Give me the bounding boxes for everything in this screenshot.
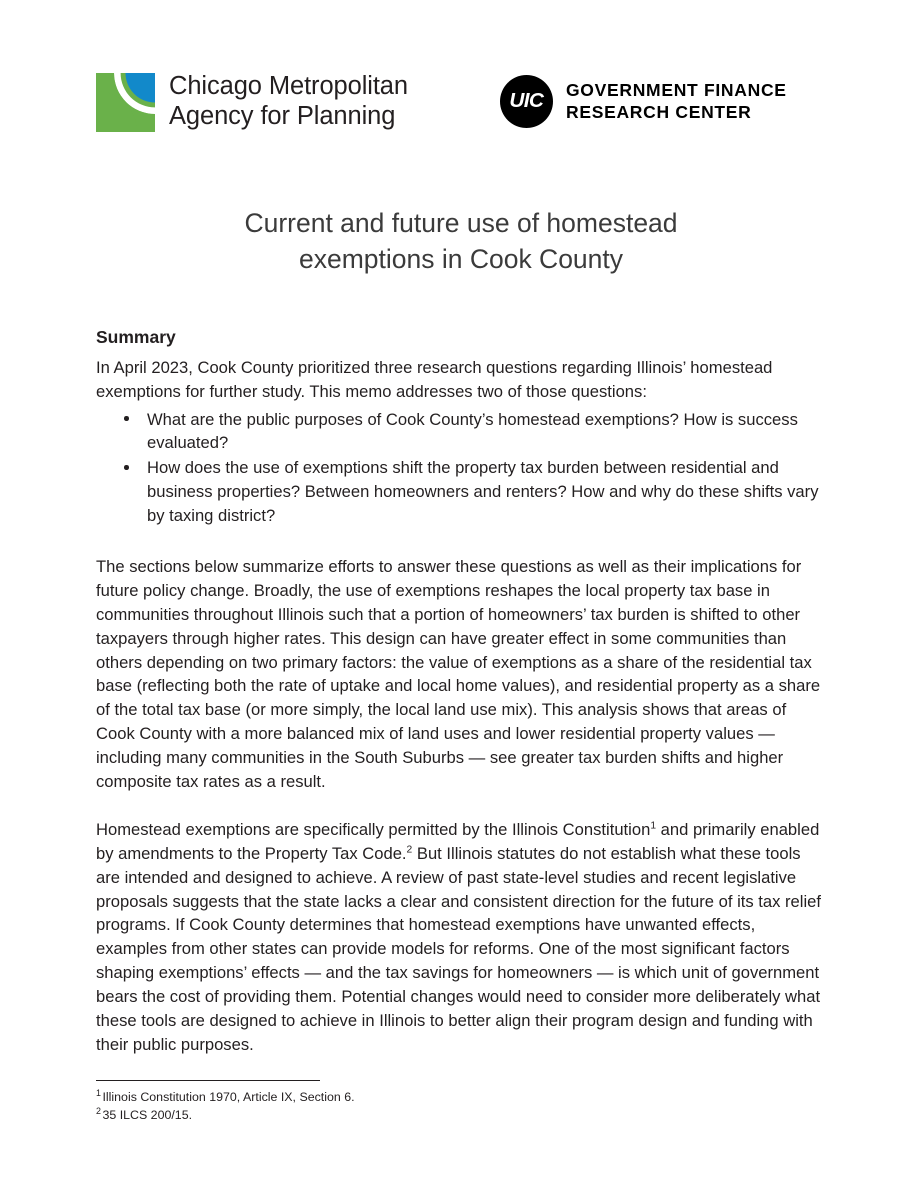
paragraph-3-segment-3: But Illinois statutes do not establish what these tools are intended and designed to achieve. A review of past state-level studies and recent legislative proposals suggests that the state lacks a clear and consistent direction for the future of its tax relief programs. If Cook County determines that homestead exemptions have unwanted effects, examples from other states can provide models for reforms. One of the most significant factors shaping exemptions’ effects — and the tax savings for homeowners — is which unit of government bears the cost of providing them. Potential changes would need to consider more deliberately what these tools are designed to achieve in Illinois to better align their program design and funding with their public purposes. bbox=[96, 843, 821, 1054]
header-logo-band bbox=[96, 66, 826, 138]
page-title-line1: Current and future use of homestead bbox=[244, 208, 678, 238]
summary-intro-paragraph: In April 2023, Cook County prioritized three research questions regarding Illinois’ homestead exemptions for further study. This memo addresses two of those questions: bbox=[96, 357, 773, 401]
section-heading-summary: Summary bbox=[96, 327, 176, 347]
gfrc-wordmark-line2: RESEARCH CENTER bbox=[566, 102, 752, 122]
gfrc-wordmark bbox=[566, 79, 787, 123]
gfrc-wordmark-line1: GOVERNMENT FINANCE bbox=[566, 79, 787, 100]
page-title bbox=[96, 205, 826, 278]
footnote-1-marker: 1 bbox=[96, 1087, 101, 1098]
research-questions-list bbox=[96, 408, 826, 528]
list-item-label: What are the public purposes of Cook County’s homestead exemptions? How is success evaluated? bbox=[147, 409, 798, 453]
footnote-2-marker: 2 bbox=[96, 1105, 101, 1116]
bullet-icon bbox=[124, 416, 129, 421]
footnote-2-text: 35 ILCS 200/15. bbox=[102, 1107, 193, 1122]
uic-circle-icon bbox=[500, 75, 553, 128]
cmap-logo-icon bbox=[96, 73, 155, 132]
cmap-wordmark-line2: Agency for Planning bbox=[169, 102, 396, 130]
cmap-wordmark bbox=[169, 72, 408, 131]
footnote-1-text: Illinois Constitution 1970, Article IX, Section 6. bbox=[102, 1090, 355, 1104]
footnotes-section bbox=[96, 1080, 826, 1125]
summary-paragraph-3 bbox=[96, 818, 826, 1057]
paragraph-3-segment-2: and primarily enabled by amendments to the Property Tax Code. bbox=[96, 819, 820, 863]
list-item-label: How does the use of exemptions shift the property tax burden between residential and business properties? Between homeowners and renters? How and why do these shifts vary by taxing district? bbox=[147, 458, 819, 526]
footnote-separator bbox=[96, 1080, 320, 1081]
footnote-ref-1[interactable]: 1 bbox=[650, 820, 657, 832]
footnote-ref-2[interactable]: 2 bbox=[406, 844, 413, 856]
cmap-wordmark-line1: Chicago Metropolitan bbox=[169, 72, 408, 101]
list-item bbox=[96, 408, 826, 456]
footnote-1 bbox=[96, 1089, 826, 1107]
paragraph-spacer bbox=[96, 529, 826, 555]
paragraph-3-segment-1: Homestead exemptions are specifically permitted by the Illinois Constitution bbox=[96, 819, 651, 839]
footnote-2 bbox=[96, 1107, 826, 1125]
cmap-logo bbox=[96, 66, 408, 138]
uic-mark-label: UIC bbox=[509, 90, 544, 112]
uic-gfrc-logo bbox=[500, 70, 787, 132]
document-body bbox=[96, 326, 826, 1057]
list-item bbox=[96, 456, 826, 528]
summary-paragraph-2: The sections below summarize efforts to answer these questions as well as their implications for future policy change. Broadly, the use of exemptions reshapes the local property tax base in communities throughout Illinois such that a portion of homeowners’ tax burden is shifted to other taxpayers through higher rates. This design can have greater effect in some communities than others depending on two primary factors: the value of exemptions as a share of the residential tax base (reflecting both the rate of uptake and local home values), and residential property as a share of the total tax base (or more simply, the local land use mix). This analysis shows that areas of Cook County with a more balanced mix of land uses and lower residential property values — including many communities in the South Suburbs — see greater tax burden shifts and higher composite tax rates as a result. bbox=[96, 556, 821, 791]
page-title-line2: exemptions in Cook County bbox=[298, 244, 624, 275]
bullet-icon bbox=[124, 465, 129, 470]
